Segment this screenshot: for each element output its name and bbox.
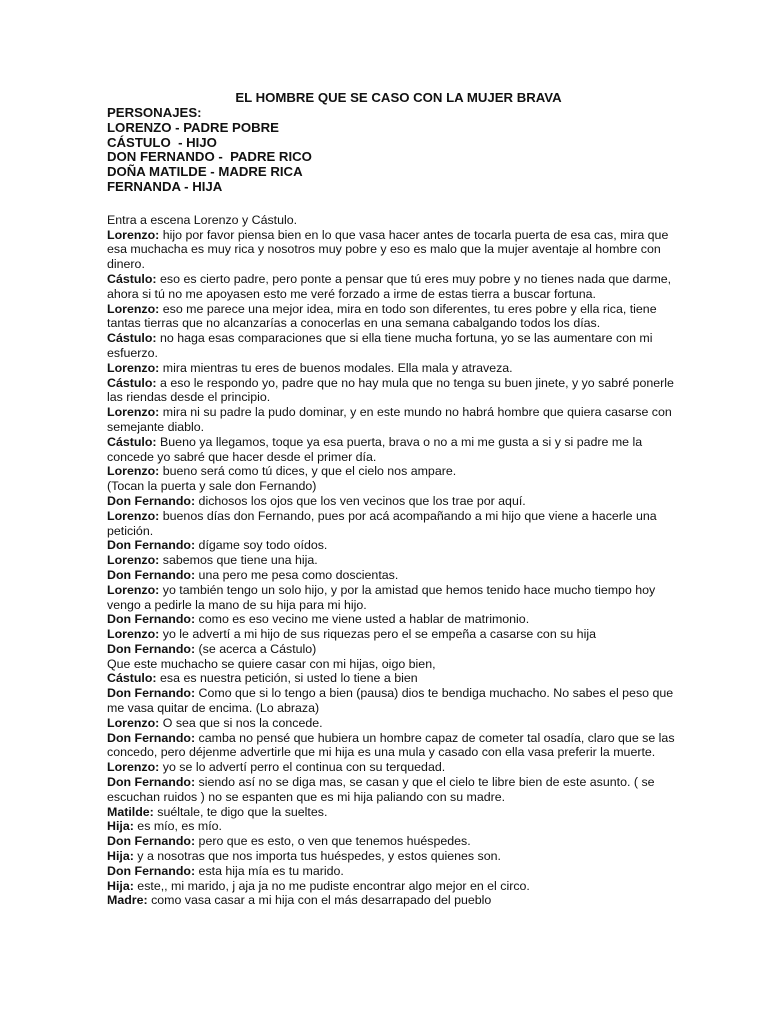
dialogue-line	[107, 879, 686, 894]
dialogue-line	[107, 731, 686, 761]
speaker-name: Lorenzo:	[107, 227, 160, 242]
cast-item: CÁSTULO - HIJO	[107, 134, 217, 150]
speaker-name: Don Fernando:	[107, 686, 196, 701]
dialogue-text: como vasa casar a mi hija con el más desarrapado del pueblo	[147, 893, 492, 908]
dialogue-line	[107, 361, 686, 376]
dialogue-text: y a nosotras que nos importa tus huéspedes, y estos quienes son.	[133, 849, 501, 864]
speaker-name: Don Fernando:	[107, 730, 196, 745]
dialogue-text: (Tocan la puerta y sale don Fernando)	[107, 479, 317, 494]
speaker-name: Hija:	[107, 819, 134, 834]
dialogue-line	[107, 642, 686, 657]
cast-list	[107, 106, 668, 195]
cast-item: LORENZO - PADRE POBRE	[107, 119, 279, 135]
dialogue-line	[107, 805, 686, 820]
speaker-name: Cástulo:	[107, 375, 157, 390]
speaker-name: Lorenzo:	[107, 405, 160, 420]
dialogue-line	[107, 760, 686, 775]
dialogue-line	[107, 864, 686, 879]
speaker-name: Don Fernando:	[107, 834, 196, 849]
dialogue-line	[107, 494, 686, 509]
dialogue-text: es mío, es mío.	[133, 819, 222, 834]
dialogue-line	[107, 775, 686, 805]
dialogue-text: a eso le respondo yo, padre que no hay mula que no tenga su buen jinete, y yo sabré ponerle las riendas desde el principio.	[107, 375, 674, 405]
dialogue-text: hijo por favor piensa bien en lo que vasa hacer antes de tocarla puerta de esa cas, mira que esa muchacha es muy rica y nosotros muy pobre y eso es malo que la mujer aventaje al hombre con dinero.	[107, 227, 669, 272]
dialogue-text: sabemos que tiene una hija.	[159, 553, 318, 568]
speaker-name: Lorenzo:	[107, 715, 160, 730]
speaker-name: Cástulo:	[107, 434, 157, 449]
dialogue-text: no haga esas comparaciones que si ella tiene mucha fortuna, yo se las aumentare con mi esfuerzo.	[107, 331, 653, 360]
speaker-name: Lorenzo:	[107, 627, 160, 642]
dialogue-text: siendo así no se diga mas, se casan y que el cielo te libre bien de este asunto. ( se escuchan ruidos ) no se espanten que es mi hija paliando con su madre.	[107, 775, 655, 804]
speaker-name: Don Fernando:	[107, 863, 196, 878]
cast-item: FERNANDA - HIJA	[107, 178, 223, 194]
dialogue-text: esa es nuestra petición, si usted lo tiene a bien	[156, 671, 418, 686]
dialogue-line	[107, 538, 686, 553]
dialogue-line	[107, 479, 686, 494]
dialogue-line	[107, 657, 686, 672]
dialogue-text: como es eso vecino me viene usted a hablar de matrimonio.	[195, 612, 530, 627]
dialogue-line	[107, 302, 686, 332]
cast-heading: PERSONAJES:	[107, 105, 202, 120]
speaker-name: Cástulo:	[107, 671, 157, 686]
script-body	[107, 213, 686, 908]
dialogue-text: bueno será como tú dices, y que el cielo nos ampare.	[159, 464, 457, 479]
dialogue-text: O sea que si nos la concede.	[159, 715, 323, 730]
dialogue-line	[107, 716, 686, 731]
dialogue-line	[107, 376, 686, 406]
dialogue-line	[107, 464, 686, 479]
dialogue-text: dichosos los ojos que los ven vecinos que los trae por aquí.	[195, 493, 526, 508]
speaker-name: Lorenzo:	[107, 301, 160, 316]
speaker-name: Lorenzo:	[107, 508, 160, 523]
dialogue-line	[107, 553, 686, 568]
dialogue-line	[107, 612, 686, 627]
speaker-name: Matilde:	[107, 804, 154, 819]
dialogue-text: yo también tengo un solo hijo, y por la amistad que hemos tenido hace mucho tiempo hoy vengo a pedirle la mano de su hija para mi hijo.	[107, 582, 656, 612]
dialogue-text: eso me parece una mejor idea, mira en todo son diferentes, tu eres pobre y ella rica, tiene tantas tierras que no alcanzarías a conocerlas en una semana cabalgando todos los días.	[107, 301, 657, 331]
dialogue-line	[107, 849, 686, 864]
dialogue-line	[107, 331, 686, 361]
dialogue-text: eso es cierto padre, pero ponte a pensar que tú eres muy pobre y no tienes nada que darme, ahora si tú no me apoyasen esto me veré forzado a irme de estas tierra a buscar fortuna.	[107, 271, 672, 301]
dialogue-text: yo se lo advertí perro el continua con su terquedad.	[159, 760, 446, 775]
dialogue-text: este,, mi marido, j aja ja no me pudiste encontrar algo mejor en el circo.	[133, 878, 530, 893]
dialogue-line	[107, 272, 686, 302]
dialogue-line	[107, 583, 686, 613]
dialogue-text: buenos días don Fernando, pues por acá acompañando a mi hijo que viene a hacerle una petición.	[107, 508, 657, 538]
speaker-name: Don Fernando:	[107, 538, 196, 553]
speaker-name: Lorenzo:	[107, 760, 160, 775]
dialogue-text: (se acerca a Cástulo)	[195, 641, 317, 656]
speaker-name: Don Fernando:	[107, 493, 196, 508]
speaker-name: Don Fernando:	[107, 641, 196, 656]
speaker-name: Don Fernando:	[107, 775, 196, 790]
dialogue-line	[107, 568, 686, 583]
dialogue-line	[107, 893, 686, 908]
speaker-name: Cástulo:	[107, 271, 157, 286]
dialogue-line	[107, 686, 686, 716]
dialogue-line	[107, 228, 686, 272]
dialogue-text: Bueno ya llegamos, toque ya esa puerta, brava o no a mi me gusta a si y si padre me la concede yo sabré que hacer desde el primer día.	[107, 434, 643, 464]
speaker-name: Lorenzo:	[107, 553, 160, 568]
dialogue-text: Como que si lo tengo a bien (pausa) dios te bendiga muchacho. No sabes el peso que me vasa quitar de encima. (Lo abraza)	[107, 686, 674, 716]
speaker-name: Hija:	[107, 849, 134, 864]
dialogue-line	[107, 509, 686, 539]
dialogue-line	[107, 213, 686, 228]
dialogue-line	[107, 627, 686, 642]
dialogue-text: mira mientras tu eres de buenos modales. Ella mala y atraveza.	[159, 360, 513, 375]
dialogue-line	[107, 435, 686, 465]
dialogue-text: camba no pensé que hubiera un hombre capaz de cometer tal osadía, claro que se las concedo, pero déjenme advertirle que mi hija es una mula y casado con ella vasa preferir la muerte.	[107, 730, 675, 760]
speaker-name: Lorenzo:	[107, 360, 160, 375]
speaker-name: Don Fernando:	[107, 612, 196, 627]
dialogue-line	[107, 834, 686, 849]
dialogue-text: esta hija mía es tu marido.	[195, 863, 344, 878]
dialogue-text: pero que es esto, o ven que tenemos huéspedes.	[195, 834, 471, 849]
dialogue-line	[107, 671, 686, 686]
speaker-name: Lorenzo:	[107, 464, 160, 479]
speaker-name: Madre:	[107, 893, 148, 908]
speaker-name: Hija:	[107, 878, 134, 893]
dialogue-text: dígame soy todo oídos.	[195, 538, 328, 553]
document-title: EL HOMBRE QUE SE CASO CON LA MUJER BRAVA	[235, 90, 562, 105]
dialogue-text: suéltale, te digo que la sueltes.	[153, 804, 328, 819]
dialogue-line	[107, 819, 686, 834]
speaker-name: Cástulo:	[107, 331, 157, 346]
dialogue-text: yo le advertí a mi hijo de sus riquezas pero el se empeña a casarse con su hija	[159, 627, 596, 642]
speaker-name: Lorenzo:	[107, 582, 160, 597]
speaker-name: Don Fernando:	[107, 567, 196, 582]
dialogue-line	[107, 405, 686, 435]
dialogue-text: Entra a escena Lorenzo y Cástulo.	[107, 212, 298, 227]
dialogue-text: mira ni su padre la pudo dominar, y en este mundo no habrá hombre que quiera casarse con semejante diablo.	[107, 405, 672, 434]
cast-item: DOÑA MATILDE - MADRE RICA	[107, 164, 303, 180]
dialogue-text: Que este muchacho se quiere casar con mi hijas, oigo bien,	[107, 656, 436, 671]
dialogue-text: una pero me pesa como doscientas.	[195, 567, 399, 582]
cast-item: DON FERNANDO - PADRE RICO	[107, 149, 312, 165]
